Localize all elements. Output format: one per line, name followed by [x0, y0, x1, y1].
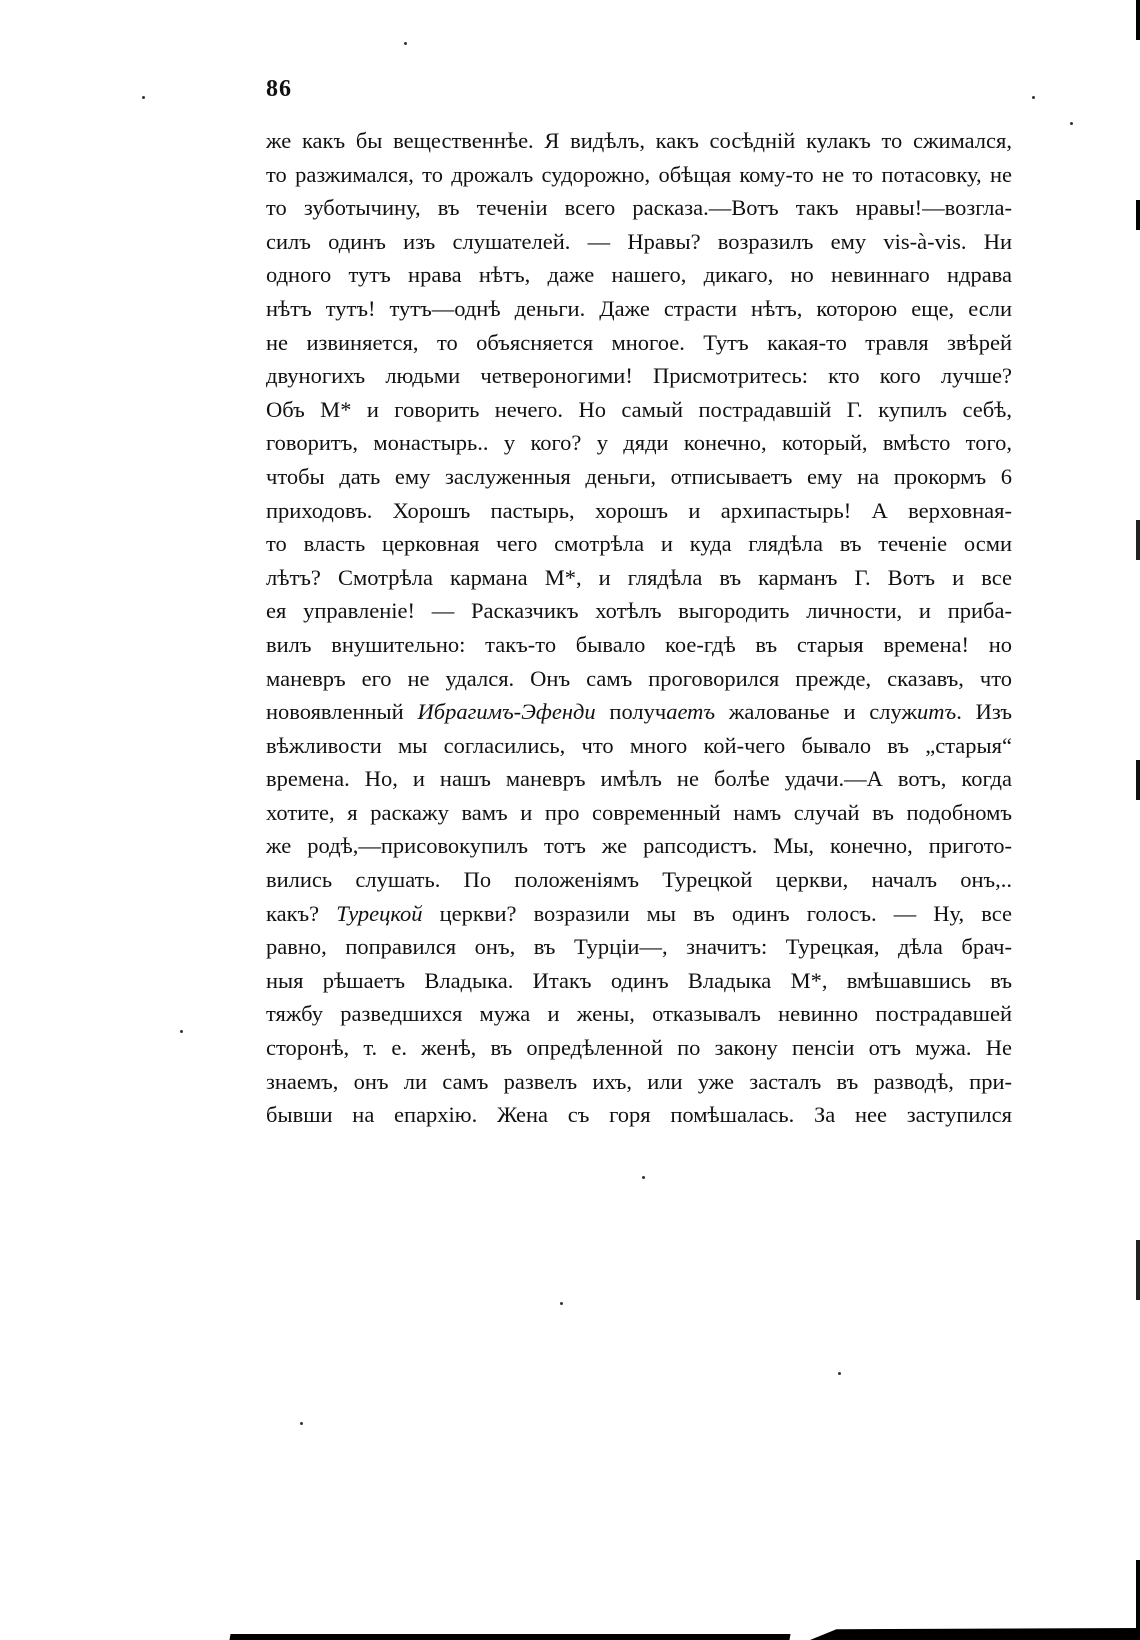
- text-line: же родѣ,—присовокупилъ тотъ же рапсодистъ. Мы, конечно, пригото-: [266, 833, 1012, 859]
- scan-speck: [404, 42, 407, 45]
- text-line: знаемъ, онъ ли самъ развелъ ихъ, или уже засталъ въ разводѣ, при-: [266, 1068, 1012, 1094]
- text-line: бывши на епархiю. Жена съ горя помѣшалась. За нее заступился: [266, 1102, 1012, 1128]
- text-run: жалованье и служ: [715, 699, 917, 725]
- text-line: нѣтъ тутъ! тутъ—однѣ деньги. Даже страсти нѣтъ, которою еще, если: [266, 295, 1012, 321]
- text-line: маневръ его не удался. Онъ самъ проговорился прежде, сказавъ, что: [266, 665, 1012, 691]
- text-line: ныя рѣшаетъ Владыка. Итакъ одинъ Владыка М*, вмѣшавшись въ: [266, 967, 1012, 993]
- scan-speck: [838, 1372, 841, 1375]
- scan-edge-bottom: [220, 1628, 1140, 1640]
- body-text: [266, 124, 1012, 1132]
- text-line: вѣжливости мы согласились, что много кой-чего бывало въ „старыя“: [266, 732, 1012, 758]
- text-line: силъ одинъ изъ слушателей. — Нравы? возразилъ ему vis-à-vis. Ни: [266, 228, 1012, 254]
- scan-speck: [560, 1302, 563, 1305]
- text-line: Объ М* и говорить нечего. Но самый пострадавшiй Г. купилъ себѣ,: [266, 396, 1012, 422]
- text-line: то зуботычину, въ теченiи всего расказа.—Вотъ такъ нравы!—возгла-: [266, 195, 1012, 221]
- scan-speck: [1032, 96, 1035, 99]
- text-line: говоритъ, монастырь.. у кого? у дяди конечно, который, вмѣсто того,: [266, 430, 1012, 456]
- text-line: тяжбу разведшихся мужа и жены, отказывалъ невинно пострадавшей: [266, 1001, 1012, 1027]
- text-run: какъ?: [266, 900, 337, 926]
- text-line: [266, 695, 1012, 729]
- text-line: одного тутъ нрава нѣтъ, даже нашего, дикаго, но невиннаго ндрава: [266, 262, 1012, 288]
- text-line: равно, поправился онъ, въ Турцiи—, значитъ: Турецкая, дѣла брач-: [266, 934, 1012, 960]
- text-line: лѣтъ? Смотрѣла кармана М*, и глядѣла въ карманъ Г. Вотъ и все: [266, 564, 1012, 590]
- text-run: новоявленный: [266, 699, 418, 725]
- italic-run: Ибрагимъ-Эфенди: [417, 699, 596, 725]
- text-line: не извиняется, то объясняется многое. Тутъ какая-то травля звѣрей: [266, 329, 1012, 355]
- text-line: сторонѣ, т. е. женѣ, въ опредѣленной по закону пенсiи отъ мужа. Не: [266, 1035, 1012, 1061]
- scan-speck: [642, 1176, 645, 1179]
- scan-speck: [1070, 122, 1073, 125]
- scan-speck: [180, 1030, 183, 1033]
- text-line: хотите, я раскажу вамъ и про современный намъ случай въ подобномъ: [266, 799, 1012, 825]
- text-line: ея управленiе! — Расказчикъ хотѣлъ выгородить личности, и приба-: [266, 598, 1012, 624]
- text-run: церкви? возразили мы въ одинъ голосъ. — Ну, все: [422, 900, 1012, 926]
- text-run: получ: [595, 699, 667, 725]
- text-line: вилъ внушительно: такъ-то бывало кое-гдѣ въ старыя времена! но: [266, 631, 1012, 657]
- page-number: 86: [266, 76, 292, 102]
- scan-speck: [300, 1422, 303, 1425]
- text-line: времена. Но, и нашъ маневръ имѣлъ не болѣе удачи.—А вотъ, когда: [266, 766, 1012, 792]
- text-line: то разжимался, то дрожалъ судорожно, обѣщая кому-то не то потасовку, не: [266, 161, 1012, 187]
- italic-run: Турецкой: [336, 900, 423, 926]
- text-run: . Изъ: [956, 699, 1012, 725]
- text-line: то власть церковная чего смотрѣла и куда глядѣла въ теченiе осми: [266, 531, 1012, 557]
- text-line: приходовъ. Хорошъ пастырь, хорошъ и архипастырь! А верховная-: [266, 497, 1012, 523]
- italic-run: аетъ: [666, 699, 716, 725]
- text-line: же какъ бы вещественнѣе. Я видѣлъ, какъ сосѣднiй кулакъ то сжимался,: [266, 128, 1012, 153]
- text-line: вились слушать. По положенiямъ Турецкой церкви, началъ онъ,..: [266, 867, 1012, 893]
- text-line: чтобы дать ему заслуженныя деньги, отписываетъ ему на прокормъ 6: [266, 463, 1012, 489]
- scan-edge-right: [1136, 0, 1140, 1640]
- italic-run: итъ: [917, 699, 957, 725]
- text-line: [266, 897, 1012, 931]
- text-line: двуногихъ людьми четвероногими! Присмотритесь: кто кого лучше?: [266, 363, 1012, 389]
- scan-speck: [142, 96, 145, 99]
